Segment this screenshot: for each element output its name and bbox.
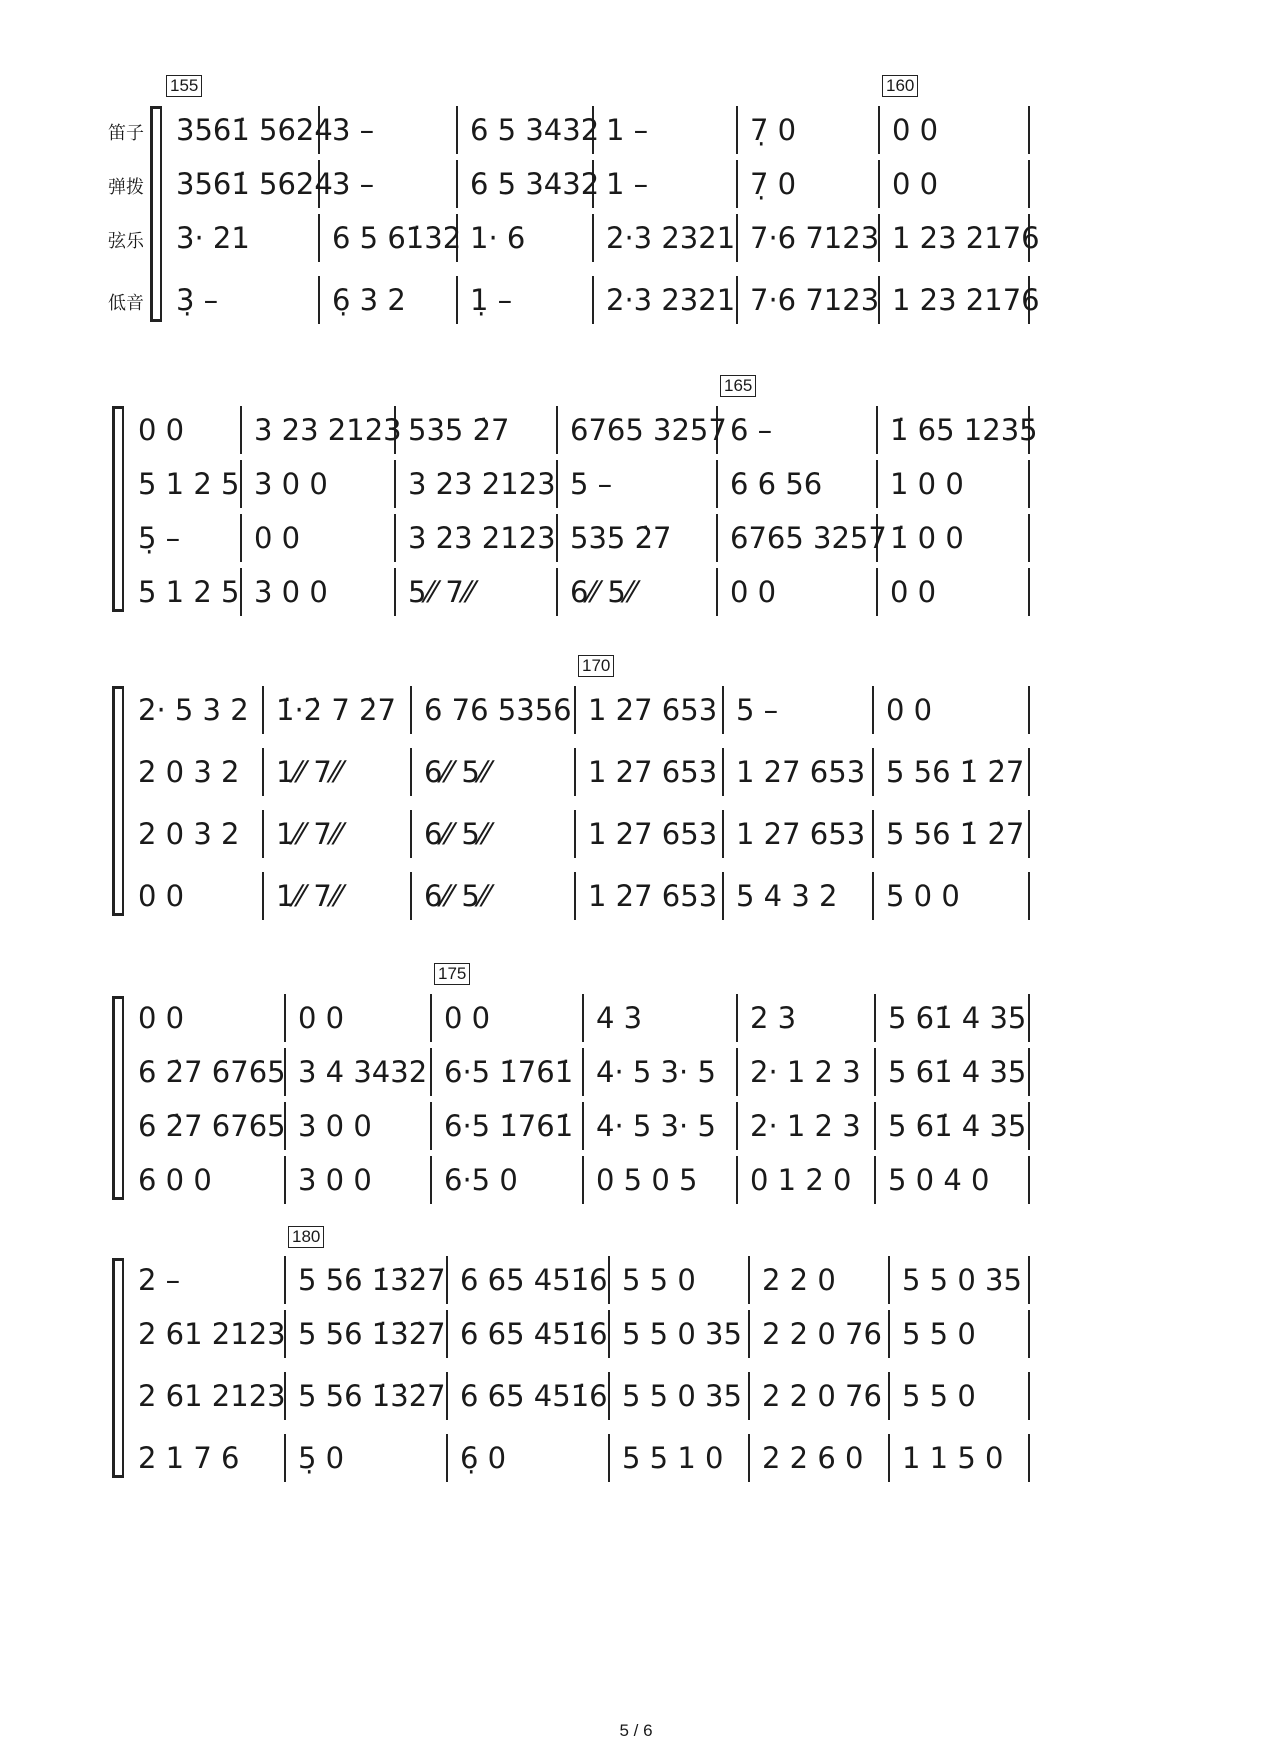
barline <box>736 106 738 154</box>
barline <box>240 514 242 562</box>
measure-notes: 0 1 2 0 <box>750 1163 852 1197</box>
barline <box>446 1372 448 1420</box>
barline <box>874 1156 876 1204</box>
barline <box>608 1434 610 1482</box>
measure-notes: 0 0 <box>890 575 937 609</box>
measure-notes: 1 – <box>606 113 649 147</box>
measure-notes: 1 23 2176 <box>892 283 1040 317</box>
system-bracket <box>112 406 123 612</box>
measure-notes: 5 56 1̇3̇2̇7 <box>298 1263 446 1297</box>
measure-notes: 2 1 7 6 <box>138 1441 240 1475</box>
barline <box>394 460 396 508</box>
measure-notes: 1̇ 0 0 <box>890 521 964 555</box>
measure-notes: 1⁄⁄ 7⁄⁄ <box>276 879 342 913</box>
measure-notes: 2· 1 2 3 <box>750 1109 861 1143</box>
barline <box>1028 514 1030 562</box>
barline <box>1028 1048 1030 1096</box>
barline <box>716 460 718 508</box>
measure-notes: 5 4 3 2 <box>736 879 838 913</box>
measure-notes: 4· 5 3· 5 <box>596 1055 716 1089</box>
barline <box>736 160 738 208</box>
barline <box>872 810 874 858</box>
barline <box>888 1310 890 1358</box>
measure-number: 160 <box>882 75 918 97</box>
measure-notes: 5 61̇ 4 35 <box>888 1109 1027 1143</box>
measure-notes: 6 65 451̇6 <box>460 1263 608 1297</box>
barline <box>1028 1434 1030 1482</box>
barline <box>736 276 738 324</box>
barline <box>430 1102 432 1150</box>
measure-notes: 5 61̇ 4 35 <box>888 1001 1027 1035</box>
barline <box>736 994 738 1042</box>
barline <box>262 872 264 920</box>
measure-notes: 0 0 <box>138 879 185 913</box>
barline <box>410 810 412 858</box>
barline <box>284 1156 286 1204</box>
barline <box>574 872 576 920</box>
measure-notes: 2 – <box>138 1263 181 1297</box>
measure-notes: 3 23 2123 <box>408 467 556 501</box>
barline <box>1028 1256 1030 1304</box>
measure-notes: 3 0 0 <box>298 1163 372 1197</box>
barline <box>874 994 876 1042</box>
barline <box>394 568 396 616</box>
barline <box>262 686 264 734</box>
measure-notes: 6 5 3432 <box>470 113 600 147</box>
measure-notes: 5 56 1̇3̇2̇7 <box>298 1317 446 1351</box>
measure-notes: 0 5 0 5 <box>596 1163 698 1197</box>
barline <box>748 1372 750 1420</box>
measure-notes: 0 0 <box>138 1001 185 1035</box>
barline <box>556 568 558 616</box>
measure-notes: 6765 3257 <box>730 521 887 555</box>
measure-notes: 2· 1 2 3 <box>750 1055 861 1089</box>
barline <box>608 1256 610 1304</box>
measure-notes: 1 27 653 <box>588 755 718 789</box>
barline <box>1028 106 1030 154</box>
system-bracket <box>112 1258 123 1478</box>
measure-notes: 1⁄⁄ 7⁄⁄ <box>276 817 342 851</box>
barline <box>446 1310 448 1358</box>
barline <box>446 1256 448 1304</box>
measure-number: 175 <box>434 963 470 985</box>
measure-notes: 5 5 0 <box>622 1263 696 1297</box>
measure-notes: 2 2 6 0 <box>762 1441 864 1475</box>
barline <box>318 214 320 262</box>
barline <box>446 1434 448 1482</box>
measure-notes: 6 76 5356 <box>424 693 572 727</box>
measure-notes: 535 2̇7 <box>408 413 510 447</box>
measure-notes: 7·6 7123 <box>750 283 880 317</box>
measure-notes: 6⁄⁄ 5⁄⁄ <box>570 575 636 609</box>
barline <box>1028 460 1030 508</box>
barline <box>876 460 878 508</box>
measure-notes: 5 – <box>736 693 779 727</box>
measure-notes: 3· 21 <box>176 221 250 255</box>
measure-notes: 4· 5 3· 5 <box>596 1109 716 1143</box>
measure-notes: 2 3 <box>750 1001 797 1035</box>
barline <box>582 994 584 1042</box>
barline <box>876 406 878 454</box>
measure-notes: 0 0 <box>444 1001 491 1035</box>
system-bracket <box>112 996 123 1200</box>
measure-notes: 3561̇ 5624 <box>176 113 333 147</box>
measure-notes: 3 23 2123 <box>408 521 556 555</box>
measure-notes: 5 5 0 35 <box>622 1317 742 1351</box>
barline <box>240 406 242 454</box>
barline <box>888 1434 890 1482</box>
measure-notes: 6⁄⁄ 5⁄⁄ <box>424 817 490 851</box>
barline <box>872 748 874 796</box>
measure-notes: 6 2̇7 6765 <box>138 1109 286 1143</box>
barline <box>608 1372 610 1420</box>
barline <box>888 1372 890 1420</box>
measure-notes: 6̣ 3 2 <box>332 283 406 317</box>
barline <box>1028 568 1030 616</box>
measure-notes: 3 0 0 <box>254 575 328 609</box>
barline <box>582 1102 584 1150</box>
measure-notes: 3 4 3432 <box>298 1055 428 1089</box>
measure-notes: 6 65 451̇6 <box>460 1317 608 1351</box>
measure-notes: 6·5 1̇761̇ <box>444 1109 574 1143</box>
measure-notes: 5 5 0 <box>902 1379 976 1413</box>
measure-notes: 1 0 0 <box>890 467 964 501</box>
measure-notes: 0 0 <box>730 575 777 609</box>
barline <box>556 514 558 562</box>
barline <box>888 1256 890 1304</box>
measure-notes: 2 61 2123 <box>138 1317 286 1351</box>
barline <box>876 568 878 616</box>
barline <box>1028 748 1030 796</box>
barline <box>318 276 320 324</box>
barline <box>430 994 432 1042</box>
barline <box>716 568 718 616</box>
measure-notes: 3 0 0 <box>254 467 328 501</box>
measure-notes: 3̣ – <box>176 283 219 317</box>
measure-notes: 5 56 1̇ 2̇7 <box>886 817 1025 851</box>
barline <box>410 686 412 734</box>
barline <box>736 214 738 262</box>
barline <box>722 686 724 734</box>
barline <box>430 1048 432 1096</box>
measure-notes: 5 – <box>570 467 613 501</box>
measure-notes: 2·3 2321 <box>606 283 736 317</box>
system-bracket <box>150 106 161 322</box>
measure-notes: 2 0 3 2 <box>138 817 240 851</box>
barline <box>1028 1102 1030 1150</box>
measure-notes: 535 2̇7 <box>570 521 672 555</box>
barline <box>722 872 724 920</box>
measure-number: 170 <box>578 655 614 677</box>
barline <box>722 810 724 858</box>
system-bracket <box>112 686 123 916</box>
measure-number: 165 <box>720 375 756 397</box>
measure-notes: 7̣ 0 <box>750 167 797 201</box>
barline <box>556 460 558 508</box>
barline <box>608 1310 610 1358</box>
measure-notes: 7̣ 0 <box>750 113 797 147</box>
barline <box>748 1256 750 1304</box>
measure-notes: 1 27 653 <box>588 879 718 913</box>
measure-notes: 1 23 2176 <box>892 221 1040 255</box>
instrument-label: 弦乐 <box>108 231 144 252</box>
barline <box>284 1256 286 1304</box>
barline <box>592 276 594 324</box>
barline <box>1028 1310 1030 1358</box>
barline <box>284 1434 286 1482</box>
barline <box>456 276 458 324</box>
barline <box>556 406 558 454</box>
barline <box>240 460 242 508</box>
barline <box>1028 1372 1030 1420</box>
barline <box>874 1102 876 1150</box>
barline <box>574 810 576 858</box>
measure-notes: 6 0 0 <box>138 1163 212 1197</box>
barline <box>284 994 286 1042</box>
measure-notes: 5 56 1̇3̇2̇7 <box>298 1379 446 1413</box>
measure-notes: 5 1 2 5 <box>138 575 240 609</box>
measure-notes: 0 0 <box>892 167 939 201</box>
measure-notes: 6765 3257 <box>570 413 727 447</box>
barline <box>736 1048 738 1096</box>
barline <box>1028 686 1030 734</box>
measure-notes: 5̣ – <box>138 521 181 555</box>
measure-notes: 3 – <box>332 167 375 201</box>
barline <box>736 1156 738 1204</box>
measure-notes: 0 0 <box>298 1001 345 1035</box>
measure-notes: 1 27 653 <box>736 755 866 789</box>
measure-notes: 2 2 0 76 <box>762 1379 882 1413</box>
barline <box>410 748 412 796</box>
barline <box>456 160 458 208</box>
barline <box>1028 872 1030 920</box>
barline <box>1028 1156 1030 1204</box>
measure-notes: 6⁄⁄ 5⁄⁄ <box>424 755 490 789</box>
measure-notes: 0 0 <box>254 521 301 555</box>
barline <box>878 106 880 154</box>
measure-notes: 6 65 451̇6 <box>460 1379 608 1413</box>
barline <box>748 1310 750 1358</box>
measure-notes: 6 2̇7 6765 <box>138 1055 286 1089</box>
instrument-label: 弹拨 <box>108 177 144 198</box>
measure-notes: 6̣ 0 <box>460 1441 507 1475</box>
measure-notes: 1· 6 <box>470 221 526 255</box>
barline <box>1028 160 1030 208</box>
measure-notes: 0 0 <box>886 693 933 727</box>
barline <box>722 748 724 796</box>
measure-notes: 3561̇ 5624 <box>176 167 333 201</box>
measure-notes: 5 5 1 0 <box>622 1441 724 1475</box>
barline <box>1028 810 1030 858</box>
measure-notes: 5 5 0 35 <box>622 1379 742 1413</box>
measure-notes: 5̣ 0 <box>298 1441 345 1475</box>
measure-notes: 1̣ – <box>470 283 513 317</box>
measure-notes: 1̇·2̇ 7 2̇7 <box>276 693 396 727</box>
barline <box>872 872 874 920</box>
barline <box>430 1156 432 1204</box>
measure-notes: 0 0 <box>138 413 185 447</box>
measure-notes: 2 2 0 <box>762 1263 836 1297</box>
barline <box>582 1156 584 1204</box>
barline <box>872 686 874 734</box>
barline <box>262 810 264 858</box>
measure-notes: 3 0 0 <box>298 1109 372 1143</box>
barline <box>874 1048 876 1096</box>
measure-notes: 2 0 3 2 <box>138 755 240 789</box>
barline <box>592 214 594 262</box>
measure-notes: 6·5 1̇761̇ <box>444 1055 574 1089</box>
measure-number: 180 <box>288 1226 324 1248</box>
barline <box>410 872 412 920</box>
measure-notes: 5 0 0 <box>886 879 960 913</box>
measure-notes: 7·6 7123 <box>750 221 880 255</box>
measure-notes: 4 3 <box>596 1001 643 1035</box>
measure-notes: 1 – <box>606 167 649 201</box>
measure-notes: 6 5 3432 <box>470 167 600 201</box>
measure-notes: 6·5 0 <box>444 1163 518 1197</box>
measure-notes: 6 5 61̇32 <box>332 221 462 255</box>
barline <box>574 686 576 734</box>
barline <box>582 1048 584 1096</box>
barline <box>456 106 458 154</box>
measure-notes: 2·3 2321 <box>606 221 736 255</box>
page-number: 5 / 6 <box>619 1721 653 1740</box>
barline <box>1028 994 1030 1042</box>
instrument-label: 笛子 <box>108 123 144 144</box>
measure-notes: 3 – <box>332 113 375 147</box>
measure-notes: 1̇ 65 1235 <box>890 413 1038 447</box>
measure-notes: 0 0 <box>892 113 939 147</box>
barline <box>574 748 576 796</box>
measure-notes: 5⁄⁄ 7⁄⁄ <box>408 575 474 609</box>
measure-notes: 3 23 2123 <box>254 413 402 447</box>
measure-notes: 5 61̇ 4 35 <box>888 1055 1027 1089</box>
measure-notes: 2 61 2123 <box>138 1379 286 1413</box>
barline <box>262 748 264 796</box>
measure-notes: 1 27 653 <box>588 817 718 851</box>
measure-notes: 1 27 653 <box>588 693 718 727</box>
measure-notes: 1 27 653 <box>736 817 866 851</box>
measure-notes: 5 5 0 35 <box>902 1263 1022 1297</box>
measure-notes: 2· 5 3 2 <box>138 693 249 727</box>
measure-notes: 6⁄⁄ 5⁄⁄ <box>424 879 490 913</box>
barline <box>240 568 242 616</box>
barline <box>736 1102 738 1150</box>
measure-notes: 5 0 4 0 <box>888 1163 990 1197</box>
measure-notes: 5 1 2 5 <box>138 467 240 501</box>
measure-notes: 6 – <box>730 413 773 447</box>
barline <box>748 1434 750 1482</box>
barline <box>878 160 880 208</box>
measure-notes: 6 6 56 <box>730 467 823 501</box>
measure-notes: 5 56 1̇ 2̇7 <box>886 755 1025 789</box>
barline <box>716 514 718 562</box>
measure-notes: 1⁄⁄ 7⁄⁄ <box>276 755 342 789</box>
measure-number: 155 <box>166 75 202 97</box>
measure-notes: 2 2 0 76 <box>762 1317 882 1351</box>
barline <box>394 514 396 562</box>
measure-notes: 5 5 0 <box>902 1317 976 1351</box>
instrument-label: 低音 <box>108 293 144 314</box>
measure-notes: 1 1 5 0 <box>902 1441 1004 1475</box>
